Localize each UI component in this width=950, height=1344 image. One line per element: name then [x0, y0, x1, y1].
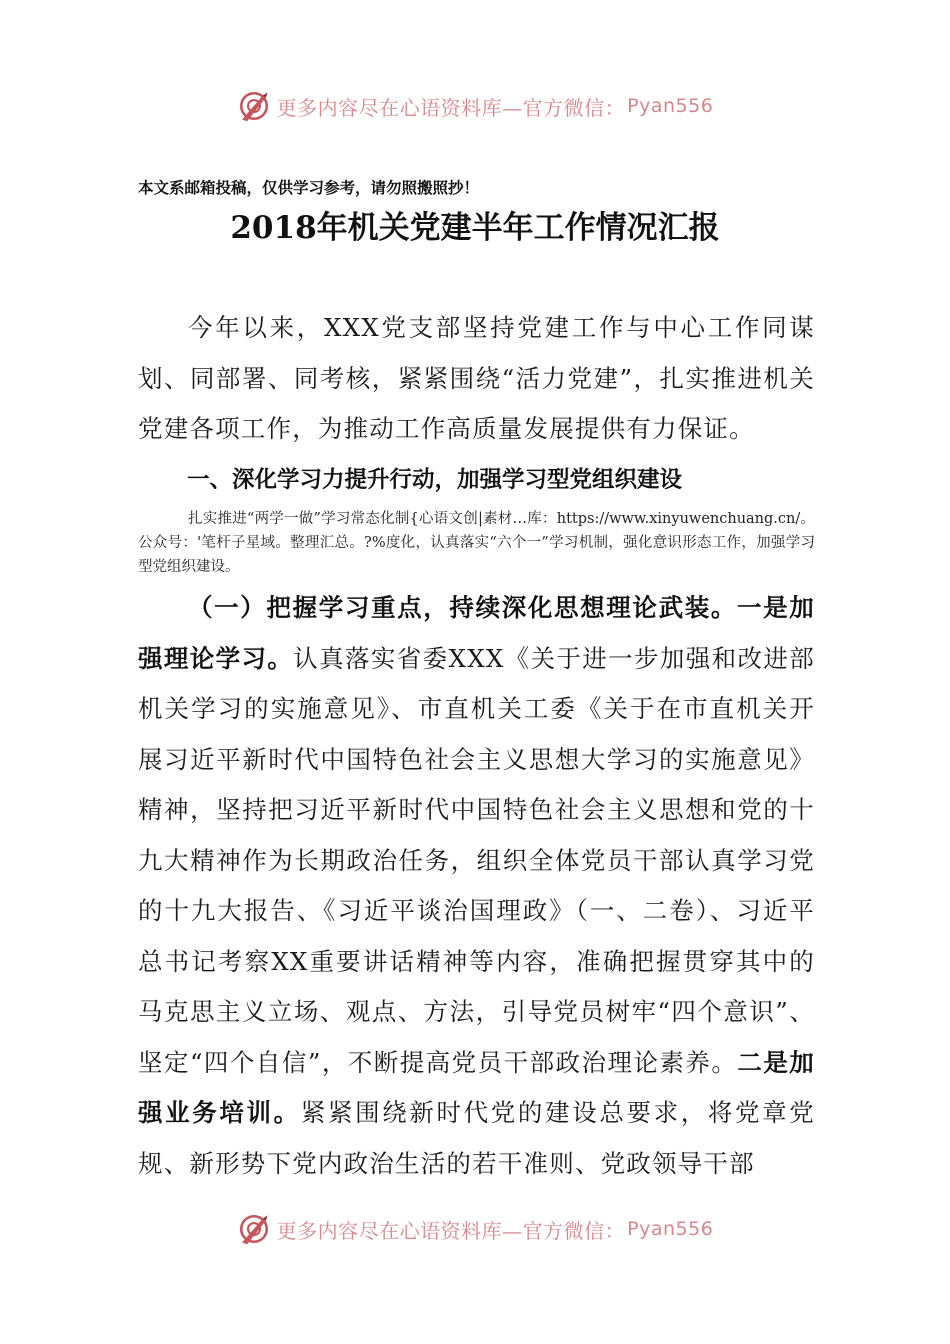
section-small-paragraph: 扎实推进“两学一做”学习常态化制{心语文创|素材…库：https://www.xinyuwenchuang.cn/。公众号：'笔杆子星域。整理汇总。?%度化，认真落实“六个一”学习机制，强化意识形态工作，加强学习型党组织建设。 [138, 511, 815, 575]
banner-wechat-id: Pyan556 [627, 1218, 714, 1240]
subheading-bold-2: 二是加强业务培训。 [138, 1047, 815, 1127]
subheading-bold: （一）把握学习重点，持续深化思想理论武装。一是加强理论学习。 [138, 593, 815, 673]
paragraph-text: 认真落实省委XXX《关于进一步加强和改进部机关学习的实施意见》、市直机关工委《关于在市直机关开展习近平新时代中国特色社会主义思想大学习的实施意见》精神，坚持把习近平新时代中国特色社会主义思想和党的十九大精神作为长期政治任务，组织全体党员干部认真学习党的十九大报告、《习近平谈治国理政》（一、二卷）、习近平总书记考察XX重要讲话精神等内容，准确把握贯穿其中的马克思主义立场、观点、方法，引导党员树牢“四个意识”、坚定“四个自信”，不断提高党员干部政治理论素养。 [138, 643, 816, 1077]
pen-circle-logo-icon [237, 1212, 271, 1246]
header-banner [0, 86, 950, 126]
intro-paragraph: 今年以来，XXX党支部坚持党建工作与中心工作同谋划、同部署、同考核，紧紧围绕“活力党建”，扎实推进机关党建各项工作，为推动工作高质量发展提供有力保证。 [138, 313, 815, 443]
banner-text: 更多内容尽在心语资料库—官方微信： [276, 95, 626, 120]
paragraph-text-2: 紧紧围绕新时代党的建设总要求，将党章党规、新形势下党内政治生活的若干准则、党政领导干部 [138, 1098, 815, 1178]
pen-circle-logo-icon [237, 89, 271, 123]
banner-wechat-id: Pyan556 [627, 95, 714, 117]
section-heading: 一、深化学习力提升行动，加强学习型党组织建设 [187, 467, 683, 493]
footer-banner [0, 1209, 950, 1249]
section-paragraph [138, 583, 815, 1189]
document-title: 2018年机关党建半年工作情况汇报 [230, 210, 720, 246]
banner-text: 更多内容尽在心语资料库—官方微信： [276, 1218, 626, 1243]
disclaimer-notice: 本文系邮箱投稿，仅供学习参考，请勿照搬照抄！ [138, 178, 480, 197]
